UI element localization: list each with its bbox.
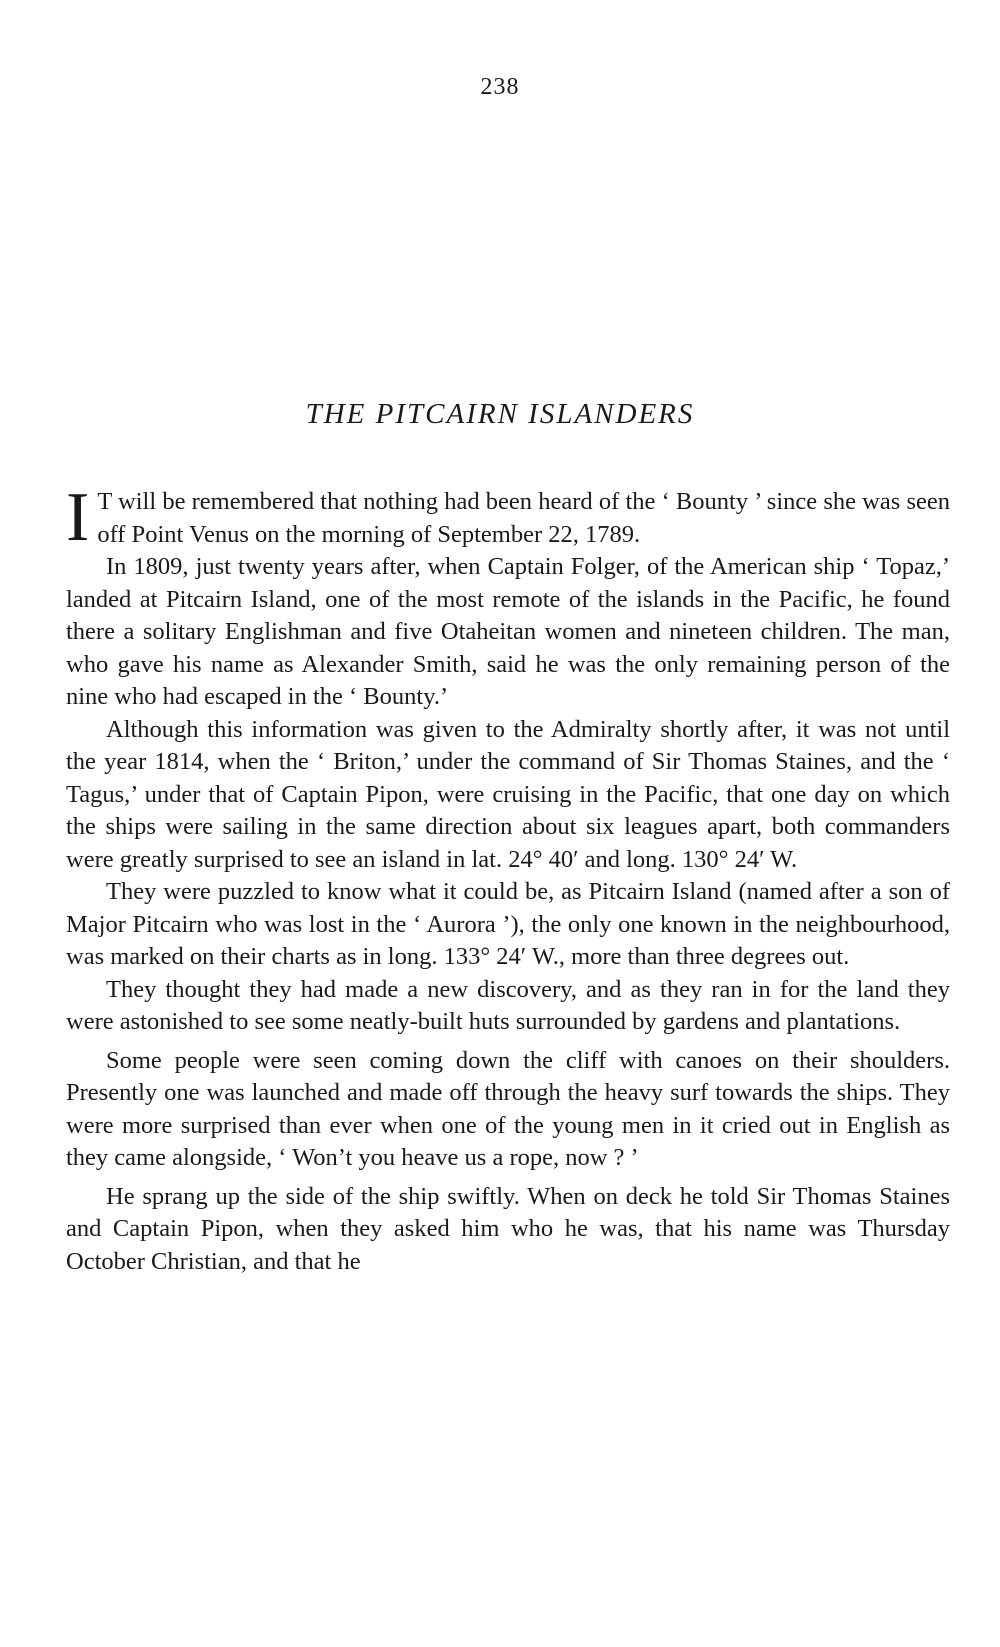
paragraph-3: Although this information was given to the Admiralty shortly after, it was not until the year 1814, when the ‘ Briton,’ under the command of Sir Thomas Staines, and the ‘ Tagus,’ under that of Captain Pipon, were cruising in the Pacific, that one day on which the ships were sailing in the same direction about six leagues apart, both commanders were greatly surprised to see an island in lat. 24° 40′ and long. 130° 24′ W. <box>66 715 950 873</box>
paragraph-2: In 1809, just twenty years after, when Captain Folger, of the American ship ‘ Topaz,’ landed at Pitcairn Island, one of the most remote of the islands in the Pacific, he found there a solitary Englishman and five Otaheitan women and nineteen children. The man, who gave his name as Alexander Smith, said he was the only remaining person of the nine who had escaped in the ‘ Bounty.’ <box>66 553 950 710</box>
paragraph-4: They were puzzled to know what it could be, as Pitcairn Island (named after a son of Major Pitcairn who was lost in the ‘ Aurora ’), the only one known in the neighbourhood, was marked on their charts as in long. 133° 24′ W., more than three degrees out. <box>66 878 950 970</box>
drop-cap: I <box>66 479 90 556</box>
paragraph-1 <box>66 479 950 556</box>
paragraph-5: They thought they had made a new discovery, and as they ran in for the land they were astonished to see some neatly-built huts surrounded by gardens and plantations. <box>66 975 950 1035</box>
chapter-title: THE PITCAIRN ISLANDERS <box>305 398 695 430</box>
paragraph-1-text: T will be remembered that nothing had been heard of the ‘ Bounty ’ since she was seen off Point Venus on the morning of September 22, 1789. <box>97 488 950 548</box>
paragraph-7: He sprang up the side of the ship swiftly. When on deck he told Sir Thomas Staines and Captain Pipon, when they asked him who he was, that his name was Thursday October Christian, and that he <box>66 1182 950 1275</box>
paragraph-6: Some people were seen coming down the cliff with canoes on their shoulders. Presently one was launched and made off through the heavy surf towards the ships. They were more surprised than ever when one of the young men in it cried out in English as they came alongside, ‘ Won’t you heave us a rope, now ? ’ <box>66 1046 950 1171</box>
body-text <box>66 479 950 1278</box>
page-number: 238 <box>480 74 520 100</box>
